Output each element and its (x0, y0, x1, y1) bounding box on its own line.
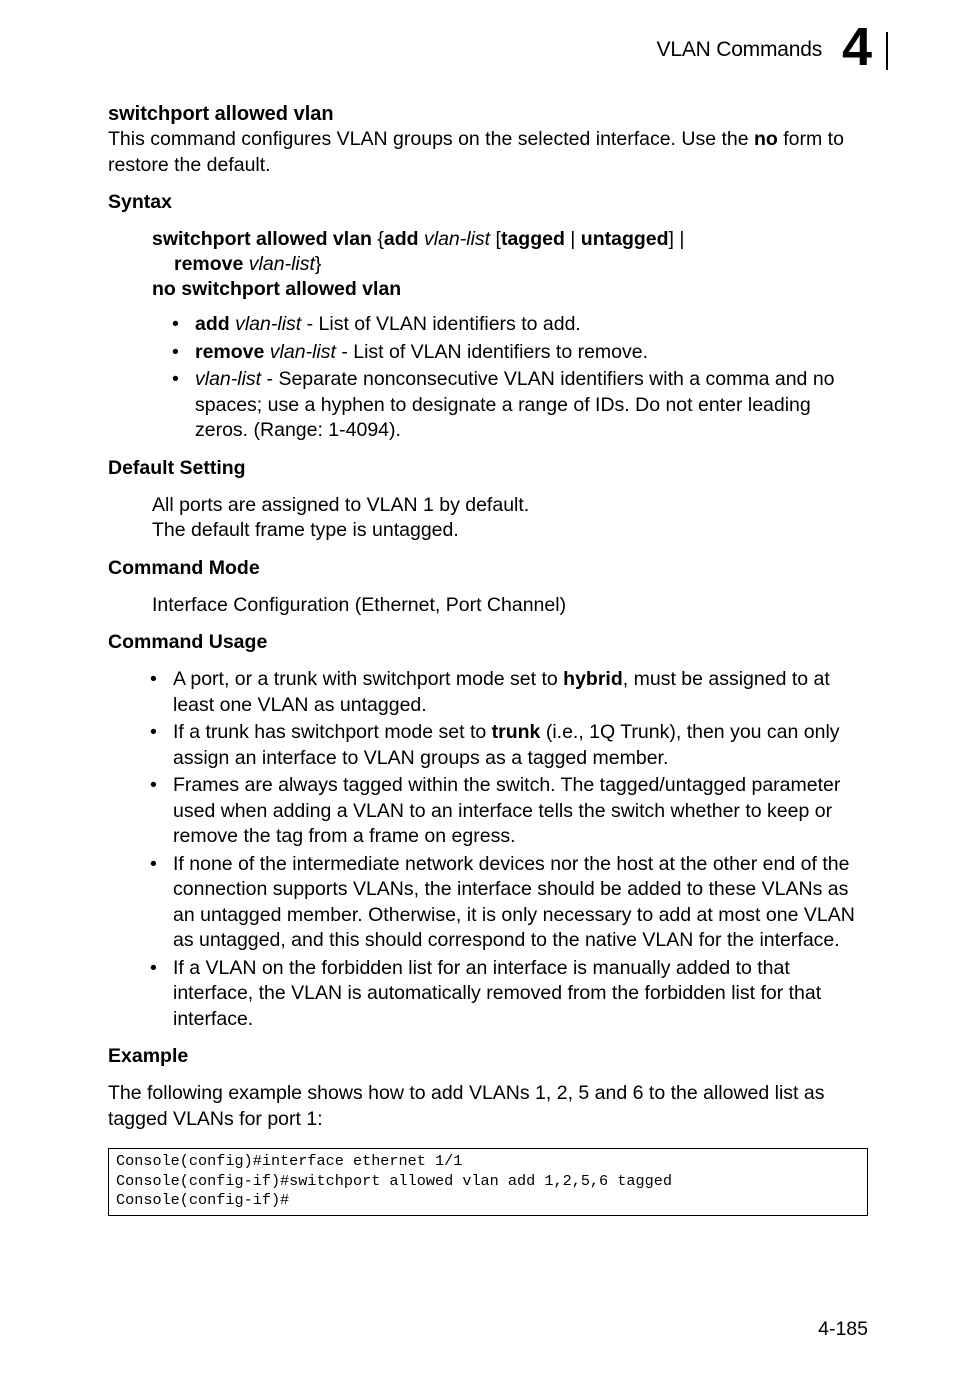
default-setting-line: The default frame type is untagged. (152, 519, 459, 541)
bullet-icon: • (172, 340, 179, 363)
default-setting-line: All ports are assigned to VLAN 1 by default. (152, 493, 530, 516)
example-section (108, 1081, 868, 1132)
command-mode-text (108, 593, 868, 619)
command-mode-heading: Command Mode (108, 556, 260, 579)
code-line: Console(config-if)# (116, 1191, 290, 1209)
bullet-icon: • (150, 852, 157, 875)
page-number: 4-185 (818, 1318, 868, 1340)
code-line: Console(config-if)#switchport allowed vlan add 1,2,5,6 tagged (116, 1171, 672, 1190)
list-item: • If a VLAN on the forbidden list for an interface is manually added to that interface, the VLAN is automatically removed from the forbidden list for that interface. (150, 956, 822, 1030)
default-setting-text (108, 493, 868, 544)
example-text: The following example shows how to add VLANs 1, 2, 5 and 6 to the allowed list as tagged VLANs for port 1: (108, 1082, 825, 1130)
command-usage-list (108, 667, 868, 1032)
parameter-add: • add vlan-list - List of VLAN identifiers to add. (172, 312, 868, 338)
bullet-icon: • (172, 313, 179, 335)
page-content (108, 101, 868, 1216)
syntax-heading: Syntax (108, 191, 172, 213)
code-example (108, 1148, 868, 1216)
example-heading: Example (108, 1045, 189, 1067)
syntax-block (108, 227, 868, 302)
command-title: switchport allowed vlan (108, 103, 334, 125)
code-line: Console(config)#interface ethernet 1/1 (116, 1152, 463, 1170)
syntax-line-2: remove vlan-list} (174, 253, 322, 275)
chapter-tab (838, 17, 888, 77)
command-usage-heading: Command Usage (108, 631, 268, 653)
default-setting-heading: Default Setting (108, 456, 246, 479)
parameter-vlan-list: • vlan-list - Separate nonconsecutive VLAN identifiers with a comma and no spaces; use a hyphen to designate a range of IDs. Do not enter leading zeros. (Range: 1-4094). (172, 368, 835, 441)
list-item: • Frames are always tagged within the switch. The tagged/untagged parameter used when adding a VLAN to an interface tells the switch whether to keep or remove the tag from a frame on egress. (150, 774, 841, 847)
command-description: This command configures VLAN groups on the selected interface. Use the no form to restore the default. (108, 128, 844, 176)
list-item: • If a trunk has switchport mode set to trunk (i.e., 1Q Trunk), then you can only assign an interface to VLAN groups as a tagged member. (150, 721, 840, 769)
list-item: • A port, or a trunk with switchport mode set to hybrid, must be assigned to at least one VLAN as untagged. (150, 668, 830, 716)
command-mode-value: Interface Configuration (Ethernet, Port Channel) (152, 593, 567, 616)
bullet-icon: • (150, 956, 157, 979)
bullet-icon: • (150, 774, 157, 796)
syntax-line-1: switchport allowed vlan {add vlan-list [tagged | untagged] | (152, 228, 685, 250)
bullet-icon: • (150, 721, 157, 743)
chapter-number: 4 (842, 17, 873, 77)
list-item: • If none of the intermediate network devices nor the host at the other end of the connection supports VLANs, the interface should be added to these VLANs as an untagged member. Otherwise, it is only necessary to add at most one VLAN as untagged, and this should correspond to the native VLAN for the interface. (150, 852, 855, 951)
syntax-line-3: no switchport allowed vlan (152, 278, 402, 300)
bullet-icon: • (150, 668, 157, 690)
syntax-parameter-list (108, 312, 868, 444)
bullet-icon: • (172, 368, 179, 390)
running-header-title: VLAN Commands (656, 38, 822, 61)
parameter-remove: • remove vlan-list - List of VLAN identifiers to remove. (172, 340, 868, 366)
